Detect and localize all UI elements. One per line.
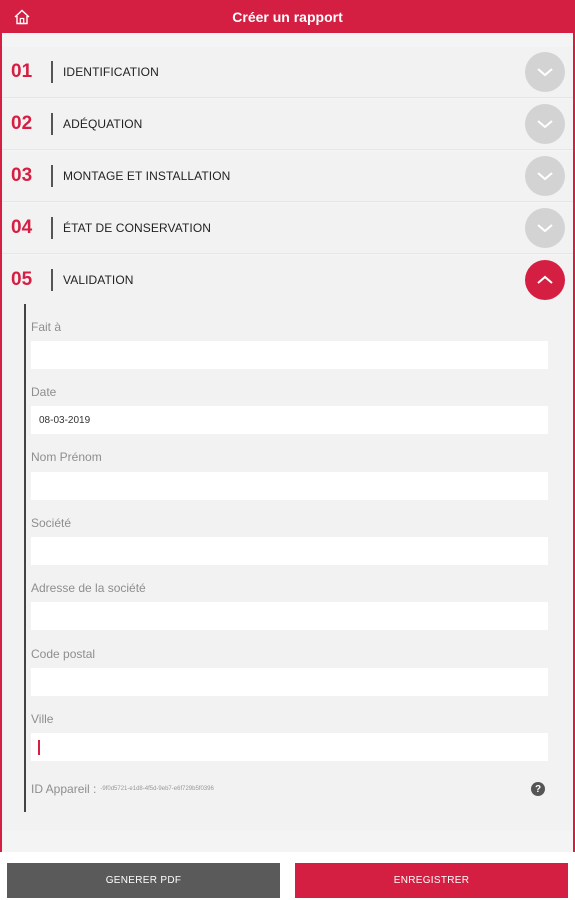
section-separator [51, 217, 53, 239]
section-separator [51, 113, 53, 135]
section-montage-installation[interactable] [2, 151, 573, 202]
expand-button[interactable] [525, 52, 565, 92]
home-icon [13, 8, 31, 26]
home-button[interactable] [10, 6, 34, 28]
section-separator [51, 269, 53, 291]
section-adequation[interactable] [2, 99, 573, 150]
chevron-down-icon [536, 66, 554, 78]
generate-pdf-button[interactable]: GENERER PDF [7, 863, 280, 898]
ville-label: Ville [31, 712, 54, 726]
header-bar [0, 0, 575, 33]
section-number: 03 [11, 165, 33, 186]
nom-prenom-label: Nom Prénom [31, 450, 102, 464]
expand-button[interactable] [525, 156, 565, 196]
code-postal-label: Code postal [31, 647, 96, 661]
fait-a-input[interactable] [31, 341, 548, 369]
section-identification[interactable] [2, 47, 573, 98]
section-number: 04 [11, 217, 33, 238]
date-input[interactable] [31, 406, 548, 434]
text-cursor [38, 740, 40, 755]
bottom-bar [0, 852, 575, 900]
device-id-row [31, 782, 214, 796]
collapse-button[interactable] [525, 260, 565, 300]
section-validation[interactable] [2, 255, 573, 305]
chevron-up-icon [536, 274, 554, 286]
societe-label: Société [31, 516, 72, 530]
section-label: VALIDATION [63, 273, 134, 287]
section-label: ÉTAT DE CONSERVATION [63, 221, 212, 235]
section-number: 02 [11, 113, 33, 134]
fait-a-label: Fait à [31, 320, 62, 334]
adresse-label: Adresse de la société [31, 581, 146, 595]
societe-input[interactable] [31, 537, 548, 565]
page-title: Créer un rapport [232, 8, 343, 25]
help-icon[interactable]: ? [531, 782, 545, 796]
ville-input[interactable] [31, 733, 548, 761]
expand-button[interactable] [525, 104, 565, 144]
section-separator [51, 165, 53, 187]
section-label: ADÉQUATION [63, 117, 143, 131]
device-id-label: ID Appareil : [31, 782, 97, 796]
section-separator [51, 61, 53, 83]
section-indicator-line [24, 304, 26, 812]
adresse-input[interactable] [31, 602, 548, 630]
date-label: Date [31, 385, 57, 399]
device-id-value: -9f0d5721-e1d8-4f5d-9eb7-e6f729b5f0396 [100, 786, 214, 792]
save-button[interactable]: ENREGISTRER [295, 863, 568, 898]
expand-button[interactable] [525, 208, 565, 248]
section-number: 05 [11, 269, 33, 290]
chevron-down-icon [536, 118, 554, 130]
chevron-down-icon [536, 222, 554, 234]
section-label: IDENTIFICATION [63, 65, 159, 79]
section-label: MONTAGE ET INSTALLATION [63, 169, 231, 183]
chevron-down-icon [536, 170, 554, 182]
nom-prenom-input[interactable] [31, 472, 548, 500]
section-etat-conservation[interactable] [2, 203, 573, 254]
code-postal-input[interactable] [31, 668, 548, 696]
section-number: 01 [11, 61, 33, 82]
